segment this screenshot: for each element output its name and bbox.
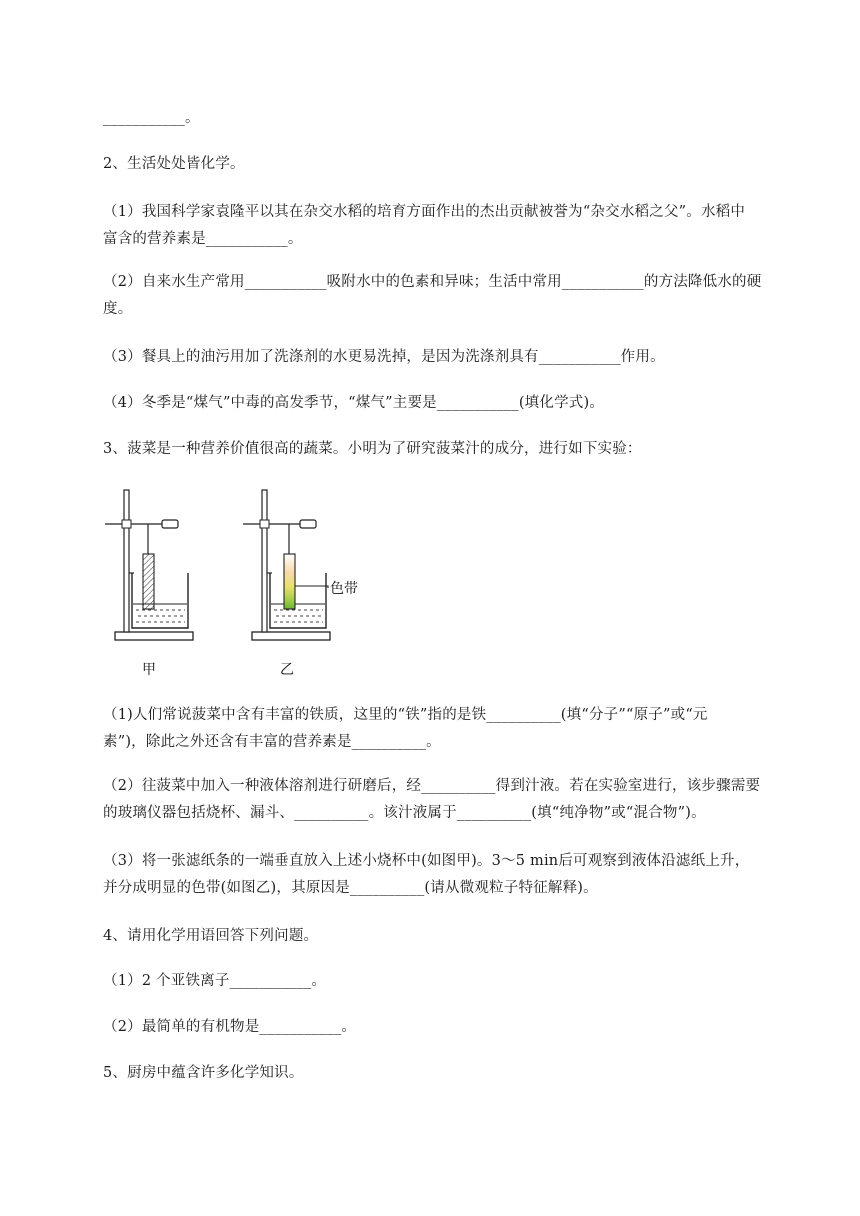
- question-2-2-line-1: （2）自来水生产常用___________吸附水中的色素和异味；生活中常用___________的方法降低水的硬: [103, 274, 762, 290]
- question-3-1-line-1: （1)人们常说菠菜中含有丰富的铁质，这里的“铁”指的是铁__________(填“分子”“原子”或“元: [103, 707, 708, 723]
- question-2-1-line-2: 富含的营养素是___________。: [103, 231, 303, 247]
- question-4-2: （2）最简单的有机物是___________。: [103, 1019, 357, 1035]
- question-3-2-line-2: 的玻璃仪器包括烧杯、漏斗、__________。该汁液属于__________(填“纯净物”或“混合物”)。: [103, 805, 706, 821]
- question-2-3: （3）餐具上的油污用加了洗涤剂的水更易洗掉，是因为洗涤剂具有___________作用。: [103, 349, 665, 365]
- question-4-1: （1）2 个亚铁离子___________。: [103, 973, 327, 989]
- question-2-1-line-1: （1）我国科学家袁隆平以其在杂交水稻的培育方面作出的杰出贡献被誉为“杂交水稻之父”。水稻中: [103, 204, 746, 220]
- question-3-heading: 3、菠菜是一种营养价值很高的蔬菜。小明为了研究菠菜汁的成分，进行如下实验：: [103, 441, 642, 457]
- figure-label-left: 甲: [142, 662, 156, 678]
- question-2-2-line-2: 度。: [103, 301, 133, 317]
- question-4-heading: 4、请用化学用语回答下列问题。: [103, 928, 319, 944]
- band-label: 色带: [330, 581, 358, 597]
- apparatus-right: [243, 490, 330, 640]
- question-5-heading: 5、厨房中蕴含许多化学知识。: [103, 1065, 304, 1081]
- answer-blank-line: ___________。: [103, 110, 200, 126]
- figure-label-right: 乙: [280, 662, 294, 678]
- experiment-figure: [100, 484, 400, 684]
- question-3-3-line-2: 并分成明显的色带(如图乙)，其原因是__________(请从微观粒子特征解释)。: [103, 880, 598, 896]
- question-2-4: （4）冬季是“煤气”中毒的高发季节，“煤气”主要是___________(填化学式)。: [103, 395, 605, 411]
- question-3-1-line-2: 素”)，除此之外还含有丰富的营养素是__________。: [103, 734, 441, 750]
- question-3-3-line-1: （3）将一张滤纸条的一端垂直放入上述小烧杯中(如图甲)。3～5 min后可观察到液体沿滤纸上升，: [103, 853, 750, 869]
- apparatus-left: [105, 490, 193, 640]
- question-2-heading: 2、生活处处皆化学。: [103, 156, 245, 172]
- question-3-2-line-1: （2）往菠菜中加入一种液体溶剂进行研磨后，经__________得到汁液。若在实验室进行，该步骤需要: [103, 778, 761, 794]
- chromatography-apparatus-diagram: [100, 484, 400, 684]
